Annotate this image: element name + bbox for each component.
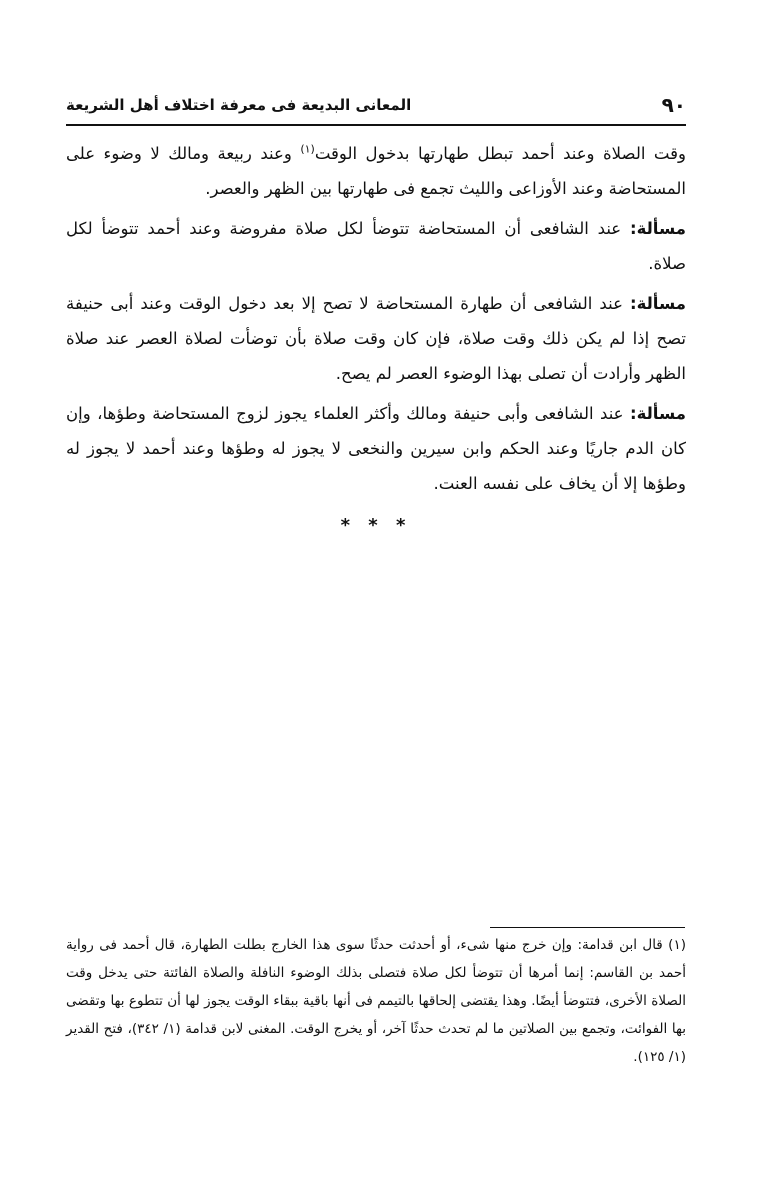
paragraph-1: [66, 136, 686, 206]
running-title: المعانى البديعة فى معرفة اختلاف أهل الشريعة: [66, 96, 412, 114]
section-separator: * * *: [340, 515, 412, 536]
paragraph-2: [66, 211, 686, 281]
paragraph-4: [66, 396, 686, 501]
header-rule: [66, 124, 686, 126]
issue-label: مسألة:: [629, 404, 686, 423]
page-header: [66, 88, 686, 122]
page-number: ٩٠: [661, 93, 686, 117]
footnote-1: (١) قال ابن قدامة: وإن خرج منها شىء، أو أحدثت حدثًا سوى هذا الخارج بطلت الطهارة، قال أحمد فى رواية أحمد بن القاسم: إنما أمرها أن تتوضأ لكل صلاة فتصلى بذلك الوضوء النافلة والصلاة الفائتة حتى يدخل وقت الصلاة الأخرى، فتتوضأ أيضًا. وهذا يقتضى إلحاقها بالتيمم فى أنها باقية ببقاء الوقت يجوز لها أن تتطوع بها وتقضى بها الفوائت، وتجمع بين الصلاتين ما لم تحدث حدثًا آخر، أو يخرج الوقت. المغنى لابن قدامة (١/ ٣٤٢)، فتح القدير (١/ ١٢٥).: [66, 937, 686, 1065]
paragraph-3-text: عند الشافعى أن طهارة المستحاضة لا تصح إلا بعد دخول الوقت وعند أبى حنيفة تصح إذا لم يكن ذلك وقت صلاة، فإن كان وقت صلاة بأن توضأت لصلاة العصر عند صلاة الظهر وأرادت أن تصلى بهذا الوضوء العصر لم يصح.: [66, 294, 686, 383]
paragraph-4-text: عند الشافعى وأبى حنيفة ومالك وأكثر العلماء يجوز لزوج المستحاضة وطؤها، وإن كان الدم جاريًا وعند الحكم وابن سيرين والنخعى لا يجوز له وطؤها وعند أحمد لا يجوز له وطؤها إلا أن يخاف على نفسه العنت.: [66, 404, 686, 493]
footnote-rule: [490, 927, 685, 928]
paragraph-1-text-after: وعند ربيعة ومالك لا وضوء على المستحاضة وعند الأوزاعى والليث تجمع فى طهارتها بين الظهر والعصر.: [66, 144, 686, 198]
paragraph-1-text-before: وقت الصلاة وعند أحمد تبطل طهارتها بدخول الوقت: [314, 144, 686, 163]
issue-label: مسألة:: [629, 219, 686, 238]
issue-label: مسألة:: [629, 294, 686, 313]
footnotes: [66, 931, 686, 1071]
paragraph-2-text: عند الشافعى أن المستحاضة تتوضأ لكل صلاة مفروضة وعند أحمد تتوضأ لكل صلاة.: [66, 219, 686, 273]
footnote-reference[interactable]: (١): [300, 142, 315, 156]
paragraph-3: [66, 286, 686, 391]
main-text: [66, 136, 686, 536]
